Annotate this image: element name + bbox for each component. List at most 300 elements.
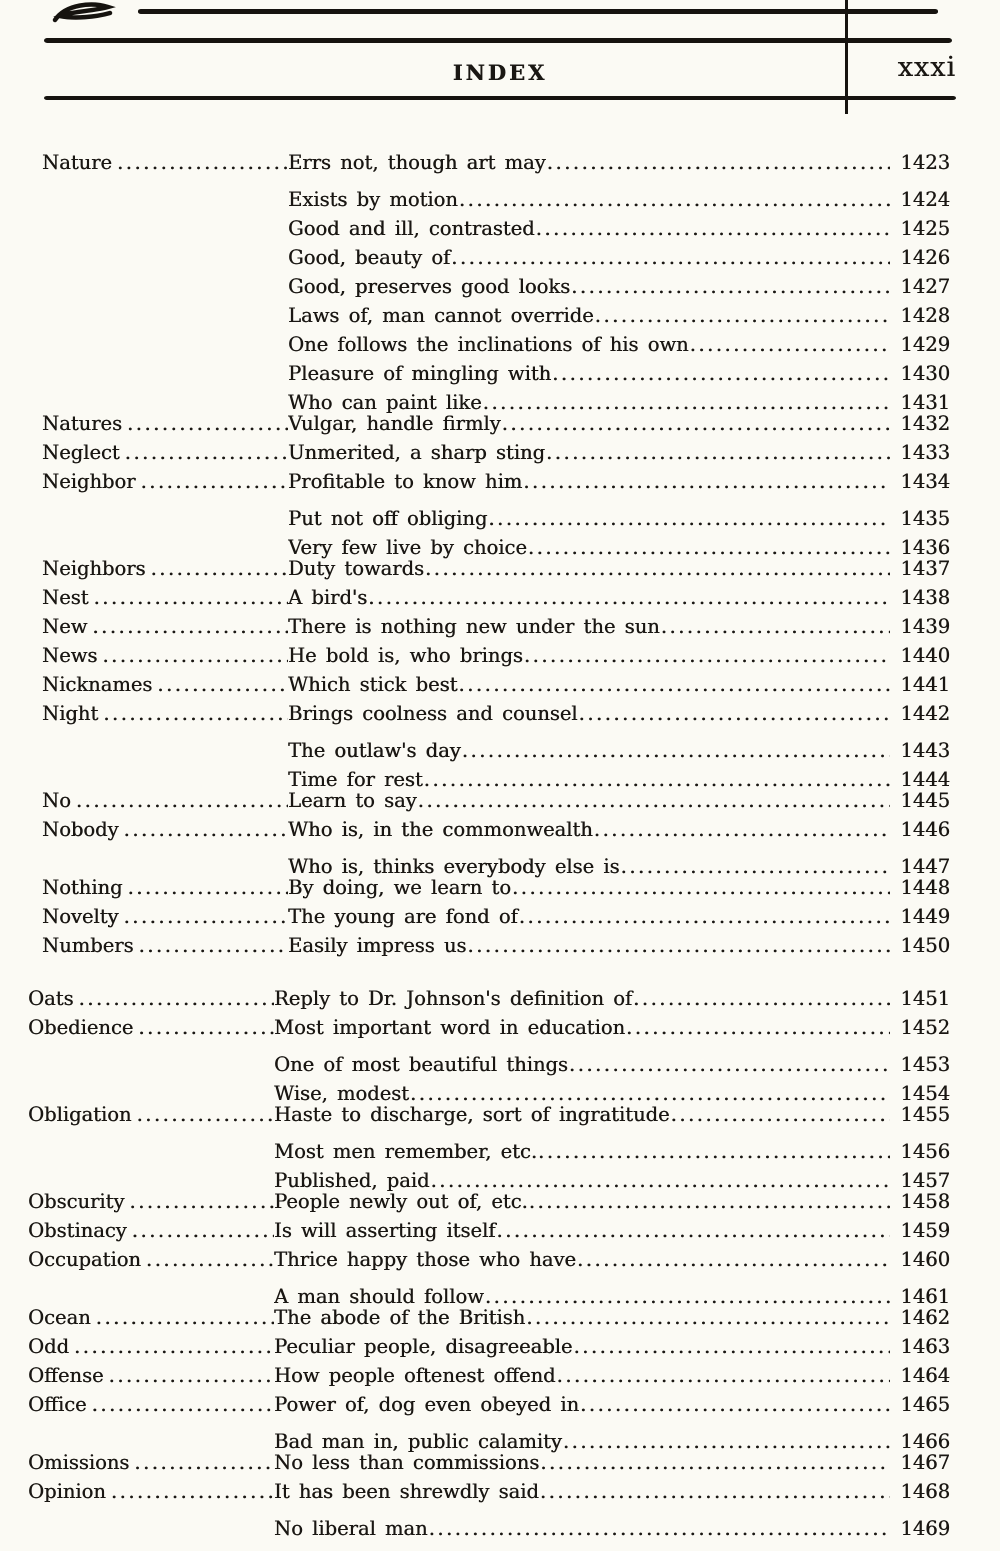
term-leader-dots bbox=[92, 1390, 274, 1419]
index-description: Laws of, man cannot override bbox=[288, 304, 594, 327]
index-term-cell bbox=[42, 467, 288, 496]
index-term: Opinion bbox=[28, 1480, 106, 1503]
index-term-cell bbox=[28, 1013, 274, 1042]
index-page-number: 1442 bbox=[900, 702, 950, 725]
index-description-cell bbox=[274, 1216, 890, 1245]
index-page-number: 1465 bbox=[900, 1393, 950, 1416]
index-row bbox=[28, 1506, 950, 1540]
index-term-cell bbox=[28, 1245, 274, 1274]
index-row bbox=[28, 1100, 950, 1129]
index-section bbox=[42, 148, 950, 960]
index-term-cell bbox=[42, 728, 288, 757]
index-description: Put not off obliging bbox=[288, 507, 488, 530]
term-leader-dots bbox=[127, 409, 288, 438]
index-description-cell bbox=[274, 1332, 890, 1361]
term-leader-dots bbox=[103, 699, 288, 728]
index-term-cell bbox=[42, 612, 288, 641]
index-term-cell bbox=[42, 293, 288, 322]
index-page-number: 1431 bbox=[900, 391, 950, 414]
description-leader-dots bbox=[538, 1137, 890, 1166]
index-term: Omissions bbox=[28, 1451, 130, 1474]
index-page-number: 1460 bbox=[900, 1248, 950, 1271]
description-leader-dots bbox=[418, 786, 890, 815]
index-description-cell bbox=[288, 409, 890, 438]
index-description: Who is, thinks everybody else is bbox=[288, 855, 620, 878]
index-term: New bbox=[42, 615, 88, 638]
index-description-cell bbox=[274, 1013, 890, 1042]
index-term-cell bbox=[42, 177, 288, 206]
index-term: Obligation bbox=[28, 1103, 132, 1126]
index-description-cell bbox=[288, 504, 890, 533]
index-page-number: 1432 bbox=[900, 412, 950, 435]
index-description: Good, beauty of bbox=[288, 246, 451, 269]
description-leader-dots bbox=[573, 1332, 890, 1361]
index-description: Thrice happy those who have bbox=[274, 1248, 576, 1271]
index-description-cell bbox=[274, 1514, 890, 1543]
index-description: A man should follow bbox=[274, 1285, 484, 1308]
index-row bbox=[28, 984, 950, 1013]
page-header-title: INDEX bbox=[452, 60, 548, 85]
term-leader-dots bbox=[96, 1303, 274, 1332]
index-page-number: 1428 bbox=[900, 304, 950, 327]
index-row bbox=[42, 699, 950, 728]
index-term: Natures bbox=[42, 412, 122, 435]
index-page-number: 1446 bbox=[900, 818, 950, 841]
description-leader-dots bbox=[595, 301, 890, 330]
index-description: Errs not, though art may bbox=[288, 151, 546, 174]
index-term: Obedience bbox=[28, 1016, 134, 1039]
term-leader-dots bbox=[157, 670, 288, 699]
index-term: Nicknames bbox=[42, 673, 153, 696]
index-description: Which stick best bbox=[288, 673, 458, 696]
index-description-cell bbox=[274, 1245, 890, 1274]
index-page-number: 1468 bbox=[900, 1480, 950, 1503]
index-description: One of most beautiful things bbox=[274, 1053, 568, 1076]
index-description: Unmerited, a sharp sting bbox=[288, 441, 545, 464]
index-term-cell bbox=[28, 1042, 274, 1071]
index-description-cell bbox=[288, 359, 890, 388]
index-row bbox=[42, 641, 950, 670]
header-bottom-rule bbox=[44, 96, 956, 100]
index-term-cell bbox=[42, 264, 288, 293]
index-term: Nature bbox=[42, 151, 112, 174]
index-term: Oats bbox=[28, 987, 74, 1010]
index-term-cell bbox=[28, 1274, 274, 1303]
index-description: No liberal man bbox=[274, 1517, 428, 1540]
index-description: Easily impress us bbox=[288, 934, 467, 957]
index-description: A bird's bbox=[288, 586, 368, 609]
index-description: Most men remember, etc. bbox=[274, 1140, 538, 1163]
index-term: Nobody bbox=[42, 818, 119, 841]
index-description-cell bbox=[274, 1137, 890, 1166]
index-term-cell bbox=[42, 438, 288, 467]
description-leader-dots bbox=[536, 214, 890, 243]
term-leader-dots bbox=[78, 984, 274, 1013]
index-description-cell bbox=[288, 583, 890, 612]
index-page-number: 1437 bbox=[900, 557, 950, 580]
index-section bbox=[28, 984, 950, 1540]
index-term-cell bbox=[42, 786, 288, 815]
index-term-cell bbox=[42, 873, 288, 902]
term-leader-dots bbox=[74, 1332, 274, 1361]
index-term-cell bbox=[42, 409, 288, 438]
index-description-cell bbox=[288, 243, 890, 272]
index-page-number: 1458 bbox=[900, 1190, 950, 1213]
description-leader-dots bbox=[579, 699, 890, 728]
term-leader-dots bbox=[124, 815, 288, 844]
index-term-cell bbox=[42, 583, 288, 612]
term-leader-dots bbox=[150, 554, 288, 583]
index-row bbox=[28, 1390, 950, 1419]
description-leader-dots bbox=[626, 1013, 890, 1042]
index-row bbox=[42, 148, 950, 177]
index-description-cell bbox=[274, 984, 890, 1013]
index-description: Bad man in, public calamity bbox=[274, 1430, 562, 1453]
index-term: Neglect bbox=[42, 441, 120, 464]
term-leader-dots bbox=[93, 583, 288, 612]
index-term-cell bbox=[42, 844, 288, 873]
index-page-number: 1449 bbox=[900, 905, 950, 928]
index-term: Nest bbox=[42, 586, 89, 609]
index-description-cell bbox=[288, 786, 890, 815]
index-description: He bold is, who brings bbox=[288, 644, 523, 667]
index-term-cell bbox=[28, 1158, 274, 1187]
description-leader-dots bbox=[580, 1390, 890, 1419]
index-description: Is will asserting itself bbox=[274, 1219, 496, 1242]
index-page-number: 1469 bbox=[900, 1517, 950, 1540]
term-leader-dots bbox=[127, 873, 288, 902]
index-description-cell bbox=[288, 736, 890, 765]
index-term-cell bbox=[42, 496, 288, 525]
index-page-number: 1434 bbox=[900, 470, 950, 493]
index-term: Office bbox=[28, 1393, 87, 1416]
index-page-number: 1433 bbox=[900, 441, 950, 464]
term-leader-dots bbox=[146, 1245, 274, 1274]
index-row bbox=[42, 583, 950, 612]
term-leader-dots bbox=[140, 467, 288, 496]
index-term-cell bbox=[28, 1216, 274, 1245]
index-term-cell bbox=[42, 670, 288, 699]
index-page-number: 1439 bbox=[900, 615, 950, 638]
index-description-cell bbox=[288, 815, 890, 844]
index-description-cell bbox=[288, 699, 890, 728]
index-description: Profitable to know him bbox=[288, 470, 523, 493]
index-row bbox=[42, 177, 950, 211]
index-row bbox=[42, 554, 950, 583]
index-row bbox=[28, 1129, 950, 1163]
index-row bbox=[42, 467, 950, 496]
index-term: Novelty bbox=[42, 905, 119, 928]
term-leader-dots bbox=[102, 641, 288, 670]
index-description-cell bbox=[274, 1477, 890, 1506]
page-header bbox=[44, 52, 956, 90]
description-leader-dots bbox=[661, 612, 890, 641]
index-page-number: 1429 bbox=[900, 333, 950, 356]
index-page-number: 1445 bbox=[900, 789, 950, 812]
index-description: Reply to Dr. Johnson's definition of bbox=[274, 987, 633, 1010]
index-row bbox=[42, 670, 950, 699]
index-description: People newly out of, etc. bbox=[274, 1190, 528, 1213]
index-description-cell bbox=[274, 1448, 890, 1477]
index-description-cell bbox=[288, 670, 890, 699]
index-term-cell bbox=[28, 1303, 274, 1332]
index-term-cell bbox=[42, 757, 288, 786]
index-row bbox=[42, 902, 950, 931]
index-description: Haste to discharge, sort of ingratitude bbox=[274, 1103, 670, 1126]
index-term-cell bbox=[42, 554, 288, 583]
index-term-cell bbox=[42, 641, 288, 670]
index-description: Duty towards bbox=[288, 557, 424, 580]
index-row bbox=[42, 786, 950, 815]
index-term-cell bbox=[28, 1071, 274, 1100]
term-leader-dots bbox=[92, 612, 288, 641]
description-leader-dots bbox=[557, 1361, 890, 1390]
index-term-cell bbox=[42, 148, 288, 177]
top-rule bbox=[138, 9, 938, 14]
index-description-cell bbox=[274, 1390, 890, 1419]
index-page-number: 1454 bbox=[900, 1082, 950, 1105]
index-row bbox=[42, 815, 950, 844]
index-row bbox=[42, 612, 950, 641]
index-row bbox=[28, 1013, 950, 1042]
index-description: No less than commissions bbox=[274, 1451, 540, 1474]
index-description-cell bbox=[288, 641, 890, 670]
description-leader-dots bbox=[552, 359, 890, 388]
term-leader-dots bbox=[125, 438, 288, 467]
index-description: Time for rest bbox=[288, 768, 423, 791]
index-term-cell bbox=[42, 322, 288, 351]
index-term-cell bbox=[28, 1187, 274, 1216]
index-description-cell bbox=[288, 330, 890, 359]
term-leader-dots bbox=[117, 148, 288, 177]
index-description: Who is, in the commonwealth bbox=[288, 818, 593, 841]
index-term-cell bbox=[28, 1506, 274, 1535]
index-term-cell bbox=[42, 206, 288, 235]
index-term-cell bbox=[42, 902, 288, 931]
index-page-number: 1457 bbox=[900, 1169, 950, 1192]
index-description: Exists by motion bbox=[288, 188, 458, 211]
description-leader-dots bbox=[488, 504, 890, 533]
index-term-cell bbox=[28, 1332, 274, 1361]
index-description: Peculiar people, disagreeable bbox=[274, 1335, 573, 1358]
term-leader-dots bbox=[76, 786, 288, 815]
description-leader-dots bbox=[671, 1100, 890, 1129]
index-description-cell bbox=[288, 148, 890, 177]
index-row bbox=[28, 1303, 950, 1332]
index-page-number: 1440 bbox=[900, 644, 950, 667]
term-leader-dots bbox=[111, 1477, 274, 1506]
index-description-cell bbox=[274, 1303, 890, 1332]
index-description-cell bbox=[288, 612, 890, 641]
description-leader-dots bbox=[429, 1514, 890, 1543]
index-description: Wise, modest bbox=[274, 1082, 409, 1105]
index-page-number: 1424 bbox=[900, 188, 950, 211]
description-leader-dots bbox=[451, 243, 890, 272]
index-description-cell bbox=[274, 1361, 890, 1390]
index-row bbox=[28, 1245, 950, 1274]
index-term-cell bbox=[42, 351, 288, 380]
description-leader-dots bbox=[526, 1303, 890, 1332]
index-description-cell bbox=[288, 931, 890, 960]
index-term: Offense bbox=[28, 1364, 104, 1387]
index-term-cell bbox=[42, 380, 288, 409]
index-description-cell bbox=[288, 467, 890, 496]
index-row bbox=[28, 1216, 950, 1245]
index-description: The outlaw's day bbox=[288, 739, 461, 762]
index-description: How people oftenest offend bbox=[274, 1364, 556, 1387]
description-leader-dots bbox=[547, 148, 890, 177]
term-leader-dots bbox=[132, 1216, 274, 1245]
description-leader-dots bbox=[524, 641, 890, 670]
index-description: One follows the inclinations of his own bbox=[288, 333, 689, 356]
index-description: By doing, we learn to bbox=[288, 876, 511, 899]
index-page-number: 1467 bbox=[900, 1451, 950, 1474]
index-page-number: 1441 bbox=[900, 673, 950, 696]
index-term-cell bbox=[28, 1129, 274, 1158]
index-page-number: 1455 bbox=[900, 1103, 950, 1126]
description-leader-dots bbox=[502, 409, 890, 438]
index-term: Neighbors bbox=[42, 557, 146, 580]
index-description: The abode of the British bbox=[274, 1306, 526, 1329]
index-term: Nothing bbox=[42, 876, 123, 899]
index-row bbox=[28, 1332, 950, 1361]
term-leader-dots bbox=[138, 1013, 274, 1042]
index-term: Night bbox=[42, 702, 99, 725]
term-leader-dots bbox=[136, 1100, 274, 1129]
index-page-number: 1448 bbox=[900, 876, 950, 899]
index-term: No bbox=[42, 789, 71, 812]
term-leader-dots bbox=[134, 1448, 274, 1477]
index-description: It has been shrewdly said bbox=[274, 1480, 539, 1503]
index-page-number: 1438 bbox=[900, 586, 950, 609]
index-term-cell bbox=[28, 1100, 274, 1129]
index-entries-list bbox=[28, 148, 950, 1540]
term-leader-dots bbox=[138, 931, 288, 960]
description-leader-dots bbox=[425, 554, 890, 583]
description-leader-dots bbox=[569, 1050, 890, 1079]
index-row bbox=[42, 931, 950, 960]
index-description-cell bbox=[274, 1187, 890, 1216]
index-description: Good and ill, contrasted bbox=[288, 217, 535, 240]
index-description: Good, preserves good looks bbox=[288, 275, 571, 298]
index-term: Odd bbox=[28, 1335, 69, 1358]
index-description: Published, paid bbox=[274, 1169, 430, 1192]
pen-mark-flourish bbox=[50, 0, 122, 34]
index-page-number: 1464 bbox=[900, 1364, 950, 1387]
index-row bbox=[42, 728, 950, 762]
header-top-rule bbox=[44, 38, 952, 43]
index-page-number: 1427 bbox=[900, 275, 950, 298]
index-term-cell bbox=[28, 1361, 274, 1390]
index-page-number: 1430 bbox=[900, 362, 950, 385]
description-leader-dots bbox=[577, 1245, 890, 1274]
term-leader-dots bbox=[123, 902, 288, 931]
index-term-cell bbox=[42, 699, 288, 728]
index-page-number: 1423 bbox=[900, 151, 950, 174]
index-term: Occupation bbox=[28, 1248, 141, 1271]
index-term-cell bbox=[42, 815, 288, 844]
index-term: News bbox=[42, 644, 98, 667]
index-page-number: 1447 bbox=[900, 855, 950, 878]
index-page-number: 1452 bbox=[900, 1016, 950, 1039]
index-page-number: 1451 bbox=[900, 987, 950, 1010]
index-description-cell bbox=[288, 185, 890, 214]
description-leader-dots bbox=[519, 902, 890, 931]
index-description-cell bbox=[288, 873, 890, 902]
term-leader-dots bbox=[129, 1187, 274, 1216]
index-description-cell bbox=[288, 438, 890, 467]
index-term-cell bbox=[28, 1390, 274, 1419]
index-term: Numbers bbox=[42, 934, 134, 957]
description-leader-dots bbox=[467, 931, 890, 960]
index-term-cell bbox=[42, 235, 288, 264]
index-row bbox=[28, 1477, 950, 1506]
index-description-cell bbox=[288, 554, 890, 583]
description-leader-dots bbox=[459, 185, 890, 214]
index-term-cell bbox=[42, 931, 288, 960]
index-term: Obscurity bbox=[28, 1190, 125, 1213]
index-page-number: 1462 bbox=[900, 1306, 950, 1329]
description-leader-dots bbox=[462, 736, 890, 765]
index-row bbox=[28, 1419, 950, 1453]
index-term-cell bbox=[28, 1477, 274, 1506]
index-row bbox=[42, 409, 950, 438]
index-page-number: 1450 bbox=[900, 934, 950, 957]
index-page-number: 1456 bbox=[900, 1140, 950, 1163]
description-leader-dots bbox=[633, 984, 890, 1013]
page-folio-number: xxxi bbox=[897, 52, 956, 83]
index-row bbox=[28, 1274, 950, 1308]
index-page-number: 1461 bbox=[900, 1285, 950, 1308]
index-page-number: 1459 bbox=[900, 1219, 950, 1242]
description-leader-dots bbox=[540, 1477, 890, 1506]
index-row bbox=[42, 873, 950, 902]
index-row bbox=[42, 438, 950, 467]
index-row bbox=[28, 1187, 950, 1216]
index-description: Vulgar, handle firmly bbox=[288, 412, 501, 435]
description-leader-dots bbox=[458, 670, 890, 699]
description-leader-dots bbox=[496, 1216, 890, 1245]
index-page-number: 1463 bbox=[900, 1335, 950, 1358]
index-row bbox=[42, 844, 950, 878]
index-page-number: 1435 bbox=[900, 507, 950, 530]
index-page-number: 1443 bbox=[900, 739, 950, 762]
index-row bbox=[42, 496, 950, 530]
index-term-cell bbox=[42, 525, 288, 554]
index-term: Obstinacy bbox=[28, 1219, 127, 1242]
description-leader-dots bbox=[368, 583, 890, 612]
index-description: Who can paint like bbox=[288, 391, 482, 414]
description-leader-dots bbox=[546, 438, 890, 467]
description-leader-dots bbox=[512, 873, 890, 902]
index-description-cell bbox=[288, 214, 890, 243]
index-description-cell bbox=[288, 272, 890, 301]
index-description-cell bbox=[288, 902, 890, 931]
description-leader-dots bbox=[594, 815, 890, 844]
index-term-cell bbox=[28, 984, 274, 1013]
description-leader-dots bbox=[571, 272, 890, 301]
index-term-cell bbox=[28, 1448, 274, 1477]
index-row bbox=[28, 1448, 950, 1477]
index-page-number: 1453 bbox=[900, 1053, 950, 1076]
index-description: Most important word in education bbox=[274, 1016, 626, 1039]
description-leader-dots bbox=[529, 1187, 890, 1216]
index-description: Power of, dog even obeyed in bbox=[274, 1393, 580, 1416]
index-page-number: 1444 bbox=[900, 768, 950, 791]
index-row bbox=[28, 1042, 950, 1076]
index-description: Very few live by choice bbox=[288, 536, 527, 559]
description-leader-dots bbox=[523, 467, 890, 496]
